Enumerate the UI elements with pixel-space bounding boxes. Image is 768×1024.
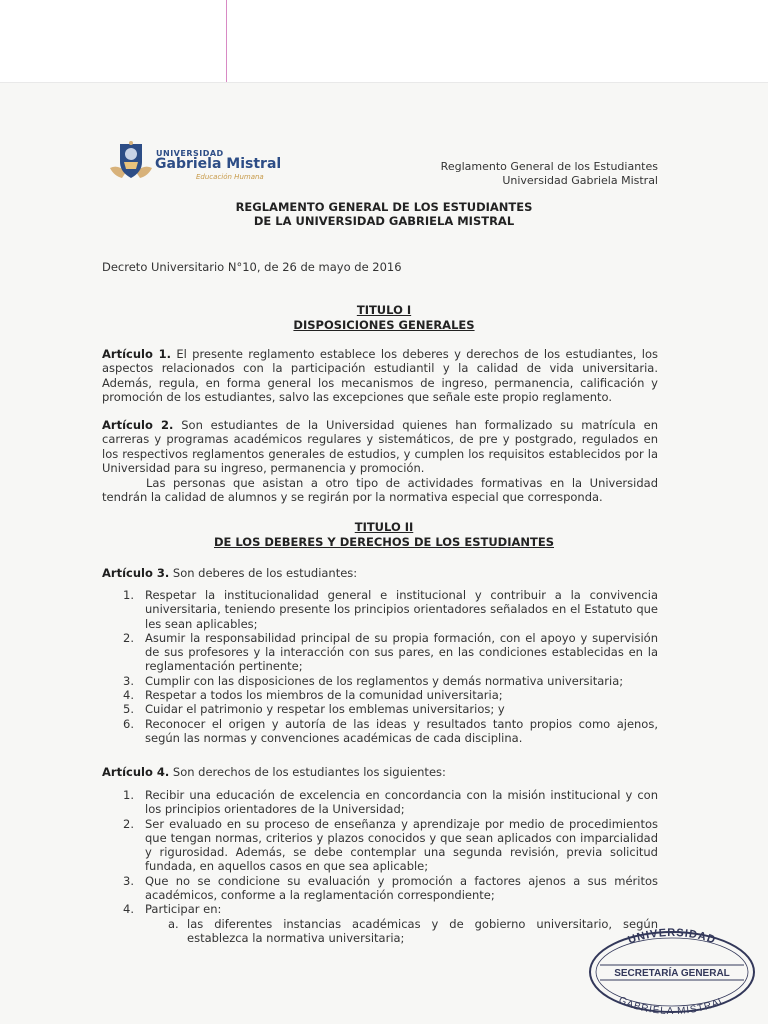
list-number: 3. <box>123 873 134 888</box>
document-title <box>0 200 768 228</box>
list-number: 2. <box>123 630 134 645</box>
article-2 <box>102 418 658 475</box>
list-number: 3. <box>123 673 134 688</box>
list-item <box>102 631 658 674</box>
titulo-2-heading <box>0 520 768 550</box>
titulo-1-name: DISPOSICIONES GENERALES <box>293 318 475 332</box>
list-text: Asumir la responsabilidad principal de su propia formación, con el apoyo y supervisión de sus profesores y la interacción con sus pares, en las condiciones establecidas en la reglamentación pertinente; <box>145 630 658 674</box>
list-text: Reconocer el origen y autoría de las ideas y resultados tanto propios como ajenos, según las normas y convenciones académicas de cada disciplina. <box>145 716 658 745</box>
list-text: Respetar a todos los miembros de la comunidad universitaria; <box>145 688 503 703</box>
list-text: Recibir una educación de excelencia en concordancia con la misión institucional y con los principios orientadores de la Universidad; <box>145 788 658 817</box>
list-text: Cumplir con las disposiciones de los reglamentos y demás normativa universitaria; <box>145 673 624 688</box>
list-number: 1. <box>123 788 134 802</box>
article-3-list <box>102 588 658 745</box>
titulo-1-number: TITULO I <box>356 303 412 317</box>
list-number: 4. <box>123 688 134 703</box>
list-item <box>102 588 658 631</box>
stamp-bottom-text: GABRIELA MISTRAL <box>616 994 728 1014</box>
titulo-1-heading <box>0 303 768 333</box>
list-item <box>102 702 658 716</box>
list-item <box>102 674 658 688</box>
stamp-middle-text: SECRETARÍA GENERAL <box>614 968 730 979</box>
top-scan-band <box>0 0 768 83</box>
sub-list-item <box>102 917 658 946</box>
article-4-intro-text: Son derechos de los estudiantes los siguientes: <box>172 765 446 779</box>
list-number: 5. <box>123 702 134 717</box>
sub-list-text: las diferentes instancias académicas y de gobierno universitario, según establezca la normativa universitaria; <box>187 916 658 945</box>
list-text: Que no se condicione su evaluación y promoción a factores ajenos a sus méritos académicos, conforme a la reglamentación correspondiente; <box>145 873 658 903</box>
titulo-2-number: TITULO II <box>354 520 414 534</box>
stamp-top-text: UNIVERSIDAD <box>626 928 718 947</box>
article-3-intro <box>102 566 658 580</box>
article-2-text: Son estudiantes de la Universidad quienes han formalizado su matrícula en carreras y programas académicos regulares y sistemáticos, de pre y postgrado, regulados en los respectivos reglamentos generales de estudios, y cumplen los requisitos establecidos por la Universidad para su ingreso, permanencia y promoción. <box>102 418 658 475</box>
list-item <box>102 817 658 874</box>
article-3-intro-text: Son deberes de los estudiantes: <box>172 566 358 580</box>
list-item <box>102 688 658 702</box>
running-header <box>441 160 658 188</box>
list-text: Respetar la institucionalidad general e institucional y contribuir a la convivencia universitaria, teniendo presente los principios orientadores señalados en el Estatuto que les sean aplicables; <box>145 588 658 631</box>
list-item <box>102 717 658 746</box>
article-1 <box>102 347 658 404</box>
sub-list-letter: a. <box>168 916 179 931</box>
list-text: Ser evaluado en su proceso de enseñanza y aprendizaje por medio de procedimientos que tengan normas, criterios y plazos conocidos y que sean aplicados con imparcialidad y rigurosidad. Además, se debe contemplar una segunda revisión, previa solicitud fundada, en aquellos casos en que sea aplicable; <box>145 816 658 874</box>
article-2-label: Artículo 2. <box>102 418 174 432</box>
list-number: 1. <box>123 588 134 602</box>
decree-line: Decreto Universitario N°10, de 26 de mayo de 2016 <box>102 260 402 274</box>
crest-icon <box>108 138 154 184</box>
list-item <box>102 902 658 916</box>
secretaria-general-stamp <box>586 928 758 1014</box>
list-number: 4. <box>123 902 134 917</box>
document-page <box>0 82 768 1024</box>
article-4-list <box>102 788 658 945</box>
logo-university-word: UNIVERSIDAD <box>156 149 224 158</box>
article-3-label: Artículo 3. <box>102 566 170 580</box>
logo-tagline: Educación Humana <box>196 173 264 181</box>
running-header-line2: Universidad Gabriela Mistral <box>502 174 658 187</box>
article-4-label: Artículo 4. <box>102 765 170 779</box>
article-1-label: Artículo 1. <box>102 347 171 361</box>
list-number: 6. <box>123 716 134 731</box>
logo-name: Gabriela Mistral <box>155 156 282 172</box>
university-logo <box>108 138 288 184</box>
titulo-2-name: DE LOS DEBERES Y DERECHOS DE LOS ESTUDIANTES <box>213 535 554 549</box>
document-title-line2: DE LA UNIVERSIDAD GABRIELA MISTRAL <box>253 214 515 228</box>
list-number: 2. <box>123 816 134 831</box>
list-item <box>102 788 658 817</box>
document-title-line1: REGLAMENTO GENERAL DE LOS ESTUDIANTES <box>235 200 533 214</box>
article-1-text: El presente reglamento establece los deberes y derechos de los estudiantes, los aspectos relacionados con la participación estudiantil y la calidad de vida universitaria. Además, regula, en forma general los mecanismos de ingreso, permanencia, calificación y promoción de los estudiantes, salvo las excepciones que señale este propio reglamento. <box>102 347 659 404</box>
article-2-paragraph-2: Las personas que asistan a otro tipo de actividades formativas en la Universidad tendrán la calidad de alumnos y se regirán por la normativa especial que corresponda. <box>102 476 658 505</box>
running-header-line1: Reglamento General de los Estudiantes <box>440 160 658 173</box>
article-4-intro <box>102 765 658 779</box>
list-text: Participar en: <box>145 902 222 917</box>
list-item <box>102 874 658 903</box>
margin-line <box>226 0 227 82</box>
list-text: Cuidar el patrimonio y respetar los emblemas universitarios; y <box>145 702 505 717</box>
